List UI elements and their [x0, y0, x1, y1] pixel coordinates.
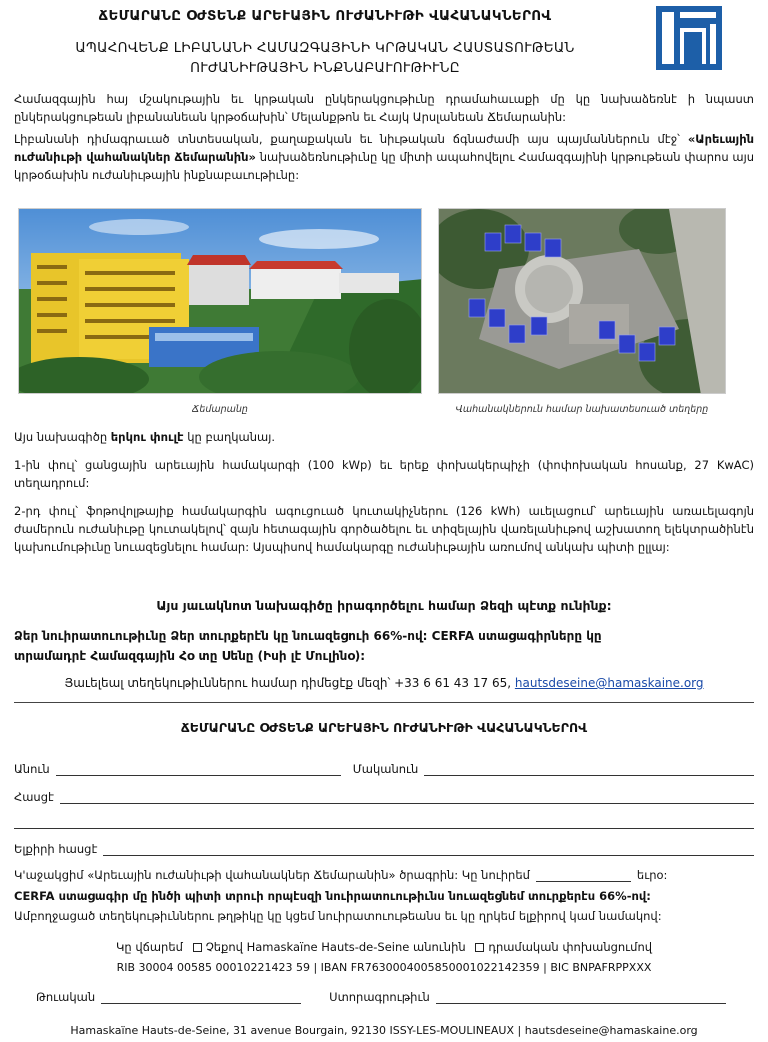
cerfa-line: CERFA ստացագիր մը ինծի պիտի տրուի որպէսզի նուիրատուութիւնս նուազեցնեմ տուրքերէս 66%-ով: — [14, 889, 651, 903]
cheque-option-label: Չեքով Hamaskaïne Hauts-de-Seine անունին — [205, 940, 466, 954]
date-signature-row — [36, 990, 726, 1004]
page-subtitle — [0, 38, 650, 78]
intro-paragraph-2 — [14, 130, 754, 184]
address-field-2[interactable] — [14, 816, 754, 829]
phase-2-text: 2-րդ փուլ՝ ֆոթովոլթայիք համակարգին ագուցուած կուտակիչներու (126 kWh) աւելացում՝ արեւային առաւելագոյն ժամերուն ուժանիւթը կուտակելով՝ զայն հետագային գործածելու եւ տիզելային վառելանիւթով աշխատող ելեկտրածինէն կախումութիւնը նուազեցնելու համար: Այսպիսով համակարգը ուժանիւթային առումով անկախ պիտի ըլլայ: — [14, 504, 754, 554]
form-title: ՃԵՄԱՐԱՆԸ ՕԺՏԵՆՔ ԱՐԵՒԱՅԻՆ ՈՒԺԱՆԻՒԹԻ ՎԱՀԱՆԱԿՆԵՐՈՎ — [180, 720, 588, 735]
address-row-2 — [14, 816, 754, 829]
contact-line — [0, 676, 768, 690]
panel-sites-aerial-photo — [438, 208, 726, 394]
address-label: Հասցէ — [14, 790, 54, 804]
donation-amount-field[interactable] — [536, 869, 631, 882]
school-photo — [18, 208, 422, 394]
subtitle-line-2: ՈՒԺԱՆԻՒԹԱՅԻՆ ԻՆՔՆԱԲԱՒՈՒԹԻՒՆԸ — [190, 60, 460, 76]
last-name-label: Մականուն — [352, 762, 419, 776]
intro-p2-project-name: «Արեւային ուժանիւթի վահանակներ Ճեմարանին» — [14, 132, 755, 164]
support-currency: եւրօ: — [636, 868, 668, 882]
phases-intro — [14, 428, 754, 446]
signature-field[interactable] — [436, 991, 726, 1004]
last-name-field[interactable] — [424, 763, 754, 776]
contact-text: Յաւելեալ տեղեկութիւններու համար դիմեցէք մեզի՝ +33 6 61 43 17 65, — [64, 676, 512, 690]
intro-p2-text-b: նախաձեռնութիւնը կը միտի ապահովելու Համազգայինի կրթութեան փարոս այս կրթօճախին ուժանիւթային ինքնաբաւութիւնը: — [14, 150, 754, 182]
support-row — [14, 868, 754, 882]
date-label: Թուական — [36, 990, 96, 1004]
signature-label: Ստորագրութիւն — [329, 990, 430, 1004]
phases-intro-bold: երկու փուլէ — [110, 430, 184, 444]
page-title: ՃԵՄԱՐԱՆԸ ՕԺՏԵՆՔ ԱՐԵՒԱՅԻՆ ՈՒԺԱՆԻՒԹԻ ՎԱՀԱՆԱԿՆԵՐՈՎ — [98, 8, 552, 24]
email-label: Ելքիրի հասցէ — [14, 842, 98, 856]
donation-info — [14, 626, 754, 666]
donation-info-line-2: տրամադրէ Համազգային Հօ տը Սենը (Իսի լէ Մուլինօ): — [14, 649, 366, 663]
privacy-line: Ամբողջացած տեղեկութիւններու թղթիկը կը կցեմ նուիրատուութեանս եւ կը ղրկեմ ելքիրով կամ նամակով: — [14, 909, 662, 923]
first-name-field[interactable] — [56, 763, 341, 776]
transfer-checkbox[interactable] — [475, 943, 484, 952]
bank-details: RIB 30004 00585 00010221423 59 | IBAN FR7630004005850001022142359 | BIC BNPAFRPPXXX — [116, 961, 652, 974]
intro-paragraph-1: Համազգային հայ մշակութային եւ կրթական ընկերակցութիւնը դրամահաւաքի մը կը նախաձեռնէ ի նպաստ ընկերակցութեան լիբանանեան կրթօճախին՝ Մելանքթոն եւ Հայկ Արսլանեան Ճեմարանին: — [14, 92, 754, 124]
name-row — [14, 762, 754, 776]
donation-info-line-1: Ձեր նուիրատուութիւնը Ձեր տուրքերէն կը նուազեցուի 66%-ով: CERFA ստացագիրները կը — [14, 629, 602, 643]
pay-label: Կը վճարեմ — [115, 940, 183, 954]
footer-address: Hamaskaïne Hauts-de-Seine, 31 avenue Bourgain, 92130 ISSY-LES-MOULINEAUX | hautsdeseine@hamaskaine.org — [70, 1024, 698, 1037]
school-photo-caption: Ճեմարանը — [192, 404, 248, 415]
date-field[interactable] — [101, 991, 301, 1004]
section-divider — [14, 702, 754, 703]
phases-intro-text-b: կը բաղկանայ. — [187, 430, 275, 444]
payment-row — [0, 940, 768, 954]
hamaskaine-logo-icon — [656, 6, 722, 70]
support-text: Կ'աջակցիմ «Արեւային ուժանիւթի վահանակներ Ճեմարանին» ծրագրին: Կը նուիրեմ — [14, 868, 530, 882]
phases-intro-text-a: Այս նախագիծը — [14, 430, 108, 444]
subtitle-line-1: ԱՊԱՀՈՎԵՆՔ ԼԻԲԱՆԱՆԻ ՀԱՄԱԶԳԱՅԻՆԻ ԿՐԹԱԿԱՆ ՀԱՍՏԱՏՈՒԹԵԱՆ — [75, 40, 575, 56]
address-row — [14, 790, 754, 804]
phase-1-text: 1-ին փուլ՝ ցանցային արեւային համակարգի (100 kWp) եւ երեք փոխակերպիչի (փոփոխական հոսանք, 27 KwAC) տեղադրում: — [14, 458, 754, 490]
contact-email-link[interactable]: hautsdeseine@hamaskaine.org — [514, 676, 704, 690]
transfer-option-label: դրամական փոխանցումով — [488, 940, 653, 954]
cheque-checkbox[interactable] — [193, 943, 202, 952]
address-field[interactable] — [60, 791, 754, 804]
first-name-label: Անուն — [14, 762, 50, 776]
intro-p2-text-a: Լիբանանի դիմագրաւած տնտեսական, քաղաքական եւ նիւթական ճգնաժամի այս պայմաններուն մէջ՝ — [14, 132, 680, 146]
email-row — [14, 842, 754, 856]
panel-sites-caption: Վահանակներուն համար նախատեսուած տեղերը — [455, 404, 709, 415]
appeal-heading: Այս յաւակնոտ նախագիծը իրագործելու համար Ձեզի պէտք ունինք: — [156, 598, 612, 613]
email-field[interactable] — [103, 843, 754, 856]
